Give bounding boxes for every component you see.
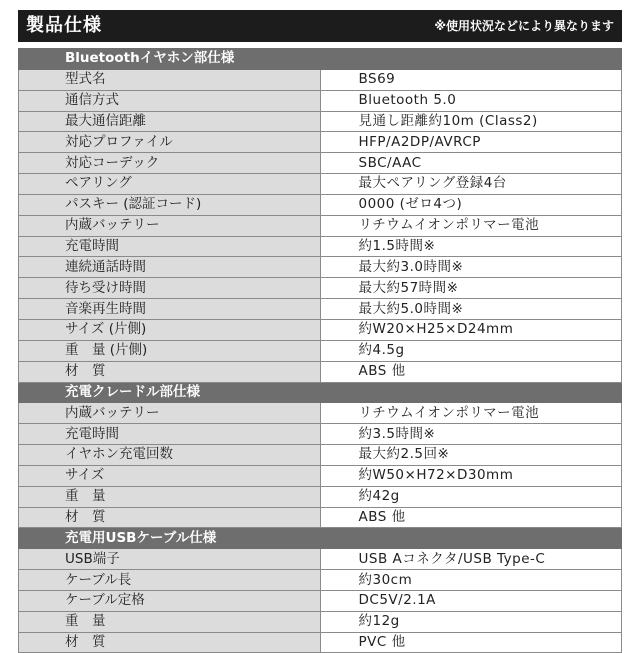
- spec-value: 約12g: [320, 611, 622, 632]
- spec-row: [19, 278, 622, 299]
- spec-row: [19, 403, 622, 424]
- spec-row: [19, 361, 622, 382]
- page-title: 製品仕様: [26, 15, 102, 36]
- spec-table: [18, 48, 622, 653]
- spec-row: [19, 299, 622, 320]
- spec-label: 重 量: [19, 611, 321, 632]
- spec-value: SBC/AAC: [320, 153, 622, 174]
- section-title: Bluetoothイヤホン部仕様: [19, 49, 622, 70]
- spec-row: [19, 69, 622, 90]
- spec-label: 連続通話時間: [19, 257, 321, 278]
- spec-value: 最大約2.5回※: [320, 445, 622, 466]
- spec-label: USB端子: [19, 549, 321, 570]
- spec-value: 最大約57時間※: [320, 278, 622, 299]
- spec-row: [19, 111, 622, 132]
- spec-row: [19, 486, 622, 507]
- spec-label: 充電時間: [19, 424, 321, 445]
- usage-note: ※使用状況などにより異なります: [434, 19, 614, 33]
- spec-label: ペアリング: [19, 174, 321, 195]
- spec-row: [19, 590, 622, 611]
- spec-value: 最大ペアリング登録4台: [320, 174, 622, 195]
- spec-label: 重 量: [19, 486, 321, 507]
- section-header: [19, 382, 622, 403]
- spec-row: [19, 215, 622, 236]
- spec-header: [18, 10, 622, 42]
- section-title: 充電クレードル部仕様: [19, 382, 622, 403]
- spec-label: パスキー (認証コード): [19, 194, 321, 215]
- spec-label: 材 質: [19, 361, 321, 382]
- spec-row: [19, 465, 622, 486]
- spec-value: DC5V/2.1A: [320, 590, 622, 611]
- spec-row: [19, 507, 622, 528]
- spec-row: [19, 445, 622, 466]
- spec-value: リチウムイオンポリマー電池: [320, 215, 622, 236]
- spec-label: 通信方式: [19, 90, 321, 111]
- section-header: [19, 49, 622, 70]
- spec-label: ケーブル定格: [19, 590, 321, 611]
- spec-row: [19, 611, 622, 632]
- spec-value: PVC 他: [320, 632, 622, 653]
- spec-value: 約1.5時間※: [320, 236, 622, 257]
- spec-value: 最大約3.0時間※: [320, 257, 622, 278]
- spec-value: 約30cm: [320, 570, 622, 591]
- spec-label: 待ち受け時間: [19, 278, 321, 299]
- spec-row: [19, 319, 622, 340]
- spec-value: 約W20×H25×D24mm: [320, 319, 622, 340]
- spec-value: ABS 他: [320, 361, 622, 382]
- spec-row: [19, 632, 622, 653]
- spec-value: Bluetooth 5.0: [320, 90, 622, 111]
- spec-label: 内蔵バッテリー: [19, 215, 321, 236]
- section-title: 充電用USBケーブル仕様: [19, 528, 622, 549]
- spec-value: リチウムイオンポリマー電池: [320, 403, 622, 424]
- spec-label: 型式名: [19, 69, 321, 90]
- spec-value: 最大約5.0時間※: [320, 299, 622, 320]
- spec-value: USB Aコネクタ/USB Type-C: [320, 549, 622, 570]
- spec-row: [19, 236, 622, 257]
- spec-value: 見通し距離約10m (Class2): [320, 111, 622, 132]
- spec-label: 対応プロファイル: [19, 132, 321, 153]
- spec-row: [19, 194, 622, 215]
- spec-row: [19, 340, 622, 361]
- spec-value: 約W50×H72×D30mm: [320, 465, 622, 486]
- spec-row: [19, 153, 622, 174]
- spec-value: 約4.5g: [320, 340, 622, 361]
- spec-label: 対応コーデック: [19, 153, 321, 174]
- spec-label: イヤホン充電回数: [19, 445, 321, 466]
- spec-value: BS69: [320, 69, 622, 90]
- spec-label: 内蔵バッテリー: [19, 403, 321, 424]
- spec-row: [19, 424, 622, 445]
- section-header: [19, 528, 622, 549]
- spec-row: [19, 549, 622, 570]
- spec-label: 最大通信距離: [19, 111, 321, 132]
- spec-label: サイズ (片側): [19, 319, 321, 340]
- spec-row: [19, 132, 622, 153]
- spec-value: 約3.5時間※: [320, 424, 622, 445]
- spec-label: 音楽再生時間: [19, 299, 321, 320]
- spec-row: [19, 174, 622, 195]
- spec-label: 重 量 (片側): [19, 340, 321, 361]
- spec-value: 約42g: [320, 486, 622, 507]
- spec-row: [19, 257, 622, 278]
- spec-row: [19, 90, 622, 111]
- spec-value: HFP/A2DP/AVRCP: [320, 132, 622, 153]
- spec-label: 材 質: [19, 632, 321, 653]
- spec-row: [19, 570, 622, 591]
- spec-value: ABS 他: [320, 507, 622, 528]
- spec-label: ケーブル長: [19, 570, 321, 591]
- spec-value: 0000 (ゼロ4つ): [320, 194, 622, 215]
- spec-label: 充電時間: [19, 236, 321, 257]
- spec-label: サイズ: [19, 465, 321, 486]
- spec-label: 材 質: [19, 507, 321, 528]
